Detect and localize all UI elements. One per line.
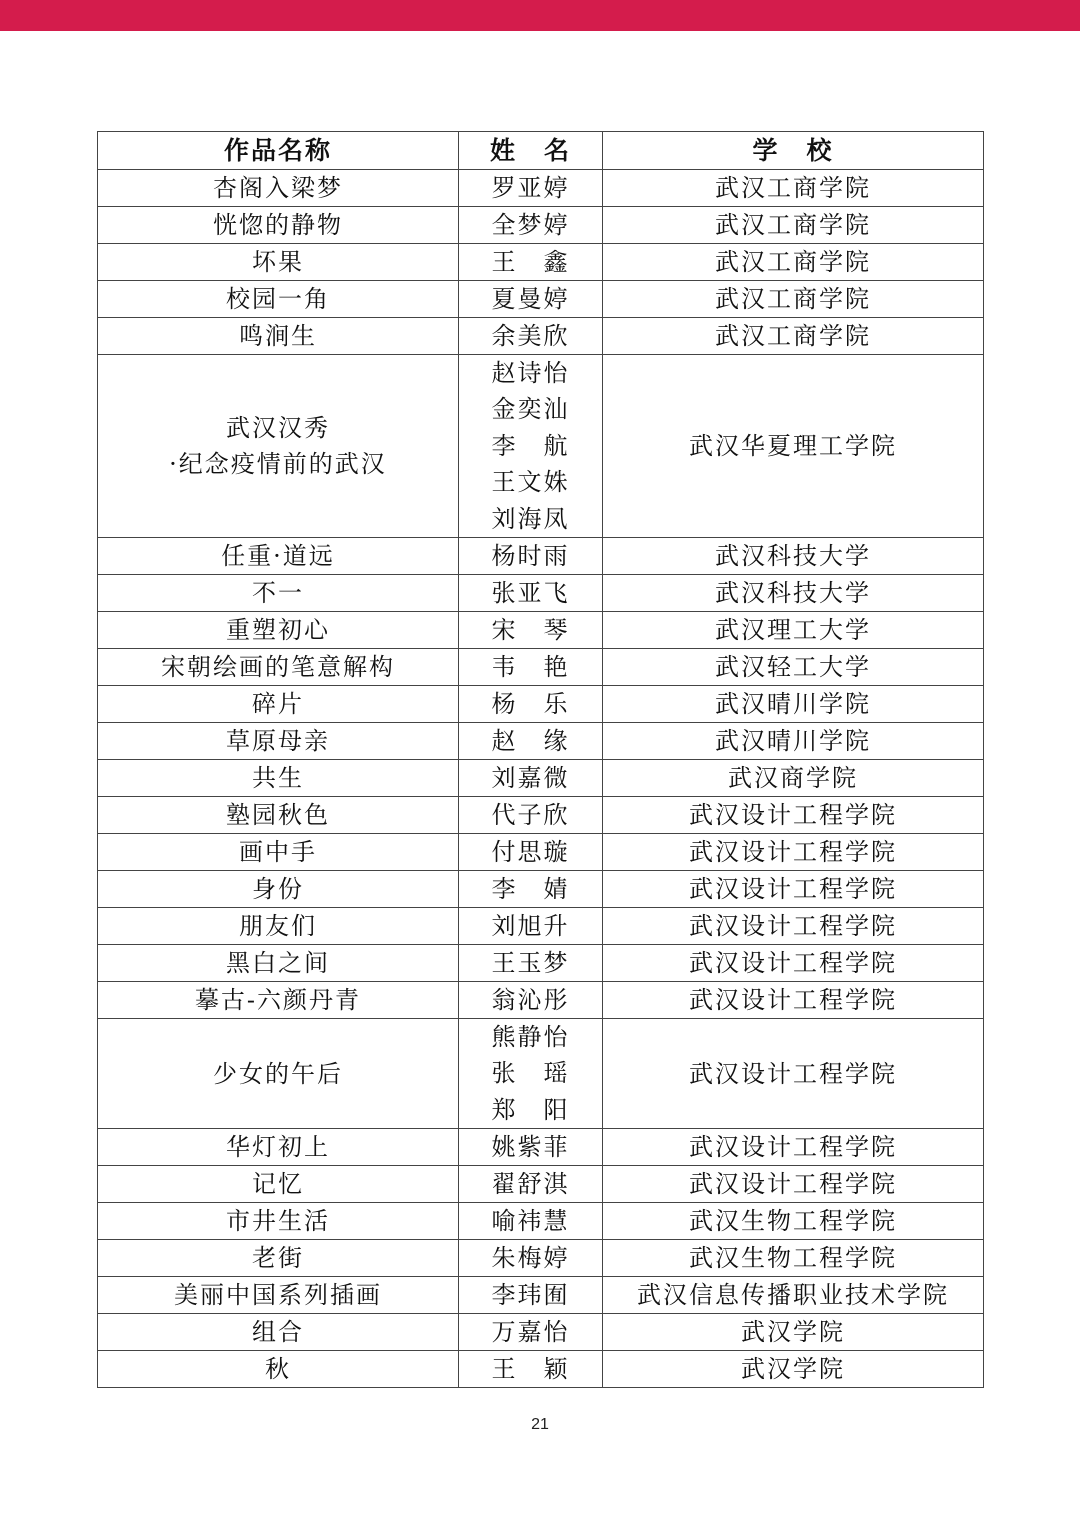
table-row bbox=[98, 1277, 984, 1314]
work-title-line: 任重·道远 bbox=[221, 542, 335, 571]
work-title-line: 宋朝绘画的笔意解构 bbox=[161, 653, 395, 682]
work-title-cell bbox=[98, 1203, 459, 1240]
school-cell: 武汉生物工程学院 bbox=[603, 1203, 984, 1240]
school-cell: 武汉工商学院 bbox=[603, 244, 984, 281]
school-cell: 武汉理工大学 bbox=[603, 612, 984, 649]
work-title-cell bbox=[98, 871, 459, 908]
author-name-cell bbox=[459, 207, 603, 244]
table-row bbox=[98, 355, 984, 538]
work-title-cell bbox=[98, 649, 459, 686]
school-cell: 武汉设计工程学院 bbox=[603, 834, 984, 871]
work-title-cell bbox=[98, 170, 459, 207]
author-name-cell bbox=[459, 945, 603, 982]
table-row bbox=[98, 1203, 984, 1240]
author-name: 熊静怡 bbox=[491, 1023, 570, 1052]
page-number: 21 bbox=[531, 1416, 549, 1433]
work-title-cell bbox=[98, 318, 459, 355]
table-row bbox=[98, 649, 984, 686]
school-cell: 武汉晴川学院 bbox=[603, 723, 984, 760]
author-name-cell bbox=[459, 1166, 603, 1203]
author-name: 张 瑶 bbox=[491, 1059, 570, 1088]
work-title-line: 朋友们 bbox=[239, 912, 317, 941]
school-cell: 武汉设计工程学院 bbox=[603, 945, 984, 982]
table-row bbox=[98, 982, 984, 1019]
work-title-cell bbox=[98, 834, 459, 871]
author-name-cell bbox=[459, 723, 603, 760]
author-name: 王玉梦 bbox=[491, 949, 570, 978]
author-name-cell bbox=[459, 1019, 603, 1129]
table-header bbox=[98, 132, 984, 170]
work-title-cell bbox=[98, 244, 459, 281]
table-row bbox=[98, 908, 984, 945]
header-name: 姓 名 bbox=[459, 132, 603, 170]
author-name-cell bbox=[459, 318, 603, 355]
work-title-cell bbox=[98, 686, 459, 723]
work-title-cell bbox=[98, 908, 459, 945]
work-title-cell bbox=[98, 1019, 459, 1129]
work-title-line: 坏果 bbox=[252, 248, 304, 276]
work-title-line: 华灯初上 bbox=[226, 1133, 330, 1162]
work-title-cell bbox=[98, 1240, 459, 1277]
school-cell: 武汉设计工程学院 bbox=[603, 1019, 984, 1129]
author-name-cell bbox=[459, 1351, 603, 1388]
author-name-cell bbox=[459, 281, 603, 318]
table-row bbox=[98, 1314, 984, 1351]
author-name: 李玮囿 bbox=[491, 1281, 570, 1310]
author-name: 李 航 bbox=[491, 431, 570, 460]
author-name-cell bbox=[459, 797, 603, 834]
table-row bbox=[98, 318, 984, 355]
work-title-cell bbox=[98, 982, 459, 1019]
work-title-cell bbox=[98, 1129, 459, 1166]
table-row bbox=[98, 945, 984, 982]
table-body bbox=[98, 170, 984, 1388]
work-title-cell bbox=[98, 612, 459, 649]
work-title-line: 身份 bbox=[252, 875, 304, 904]
author-name: 付思璇 bbox=[491, 838, 570, 867]
school-cell: 武汉科技大学 bbox=[603, 575, 984, 612]
school-cell: 武汉设计工程学院 bbox=[603, 797, 984, 834]
table-row bbox=[98, 834, 984, 871]
table-row bbox=[98, 538, 984, 575]
author-name: 喻祎慧 bbox=[491, 1207, 570, 1236]
school-cell: 武汉学院 bbox=[603, 1351, 984, 1388]
school-cell: 武汉轻工大学 bbox=[603, 649, 984, 686]
work-title-line: 黑白之间 bbox=[226, 949, 330, 978]
author-name: 代子欣 bbox=[491, 801, 570, 830]
author-name: 李 婧 bbox=[491, 875, 570, 904]
author-name-cell bbox=[459, 612, 603, 649]
work-title-line: 记忆 bbox=[252, 1170, 304, 1199]
table-row bbox=[98, 1019, 984, 1129]
author-name-cell bbox=[459, 355, 603, 538]
author-name-cell bbox=[459, 982, 603, 1019]
author-name-cell bbox=[459, 908, 603, 945]
work-title-line: 校园一角 bbox=[226, 285, 330, 313]
author-name: 王 颖 bbox=[491, 1355, 570, 1384]
author-name: 全梦婷 bbox=[491, 211, 570, 239]
author-name-cell bbox=[459, 1277, 603, 1314]
work-title-line: 不一 bbox=[252, 579, 304, 608]
school-cell: 武汉信息传播职业技术学院 bbox=[603, 1277, 984, 1314]
author-name-cell bbox=[459, 834, 603, 871]
school-cell: 武汉生物工程学院 bbox=[603, 1240, 984, 1277]
table-row bbox=[98, 723, 984, 760]
author-name: 杨时雨 bbox=[491, 542, 570, 571]
author-name: 宋 琴 bbox=[491, 616, 570, 645]
author-name: 夏曼婷 bbox=[491, 285, 570, 313]
table-row bbox=[98, 170, 984, 207]
school-cell: 武汉设计工程学院 bbox=[603, 1129, 984, 1166]
work-title-line: 美丽中国系列插画 bbox=[174, 1281, 382, 1310]
table-row bbox=[98, 244, 984, 281]
author-name-cell bbox=[459, 686, 603, 723]
work-title-line: 老街 bbox=[252, 1244, 304, 1273]
table-row bbox=[98, 1129, 984, 1166]
work-title-line: ·纪念疫情前的武汉 bbox=[169, 450, 387, 479]
table-row bbox=[98, 575, 984, 612]
top-accent-bar bbox=[0, 0, 1080, 31]
work-title-line: 恍惚的静物 bbox=[213, 211, 343, 239]
author-name: 王 鑫 bbox=[491, 248, 570, 276]
table-row bbox=[98, 207, 984, 244]
author-name-cell bbox=[459, 760, 603, 797]
author-name: 翟舒淇 bbox=[491, 1170, 570, 1199]
table-row bbox=[98, 1351, 984, 1388]
author-name: 韦 艳 bbox=[491, 653, 570, 682]
work-title-cell bbox=[98, 281, 459, 318]
school-cell: 武汉设计工程学院 bbox=[603, 982, 984, 1019]
work-title-line: 画中手 bbox=[239, 838, 317, 867]
table-row bbox=[98, 797, 984, 834]
work-title-line: 鸣涧生 bbox=[239, 322, 317, 350]
table-row bbox=[98, 1166, 984, 1203]
school-cell: 武汉学院 bbox=[603, 1314, 984, 1351]
author-name: 赵诗怡 bbox=[491, 359, 570, 387]
work-title-line: 武汉汉秀 bbox=[226, 414, 330, 443]
table-row bbox=[98, 871, 984, 908]
work-title-line: 重塑初心 bbox=[226, 616, 330, 645]
author-name: 余美欣 bbox=[491, 322, 570, 350]
work-title-line: 市井生活 bbox=[226, 1207, 330, 1236]
author-name: 郑 阳 bbox=[491, 1095, 570, 1124]
work-title-line: 秋 bbox=[265, 1355, 291, 1384]
work-title-cell bbox=[98, 723, 459, 760]
work-title-line: 少女的午后 bbox=[213, 1059, 343, 1088]
school-cell: 武汉设计工程学院 bbox=[603, 1166, 984, 1203]
author-name: 王文姝 bbox=[491, 468, 570, 497]
work-title-line: 塾园秋色 bbox=[226, 801, 330, 830]
author-name-cell bbox=[459, 1314, 603, 1351]
work-title-cell bbox=[98, 1314, 459, 1351]
table-row bbox=[98, 612, 984, 649]
author-name: 刘海凤 bbox=[491, 504, 570, 533]
work-title-cell bbox=[98, 575, 459, 612]
work-title-cell bbox=[98, 207, 459, 244]
work-title-cell bbox=[98, 355, 459, 538]
table-row bbox=[98, 281, 984, 318]
work-title-cell bbox=[98, 945, 459, 982]
school-cell: 武汉工商学院 bbox=[603, 281, 984, 318]
author-name: 杨 乐 bbox=[491, 690, 570, 719]
table-row bbox=[98, 760, 984, 797]
school-cell: 武汉华夏理工学院 bbox=[603, 355, 984, 538]
header-row bbox=[98, 132, 984, 170]
school-cell: 武汉设计工程学院 bbox=[603, 871, 984, 908]
author-name: 刘旭升 bbox=[491, 912, 570, 941]
works-table bbox=[97, 131, 984, 1388]
school-cell: 武汉晴川学院 bbox=[603, 686, 984, 723]
school-cell: 武汉设计工程学院 bbox=[603, 908, 984, 945]
work-title-cell bbox=[98, 1351, 459, 1388]
work-title-line: 共生 bbox=[252, 764, 304, 793]
school-cell: 武汉工商学院 bbox=[603, 170, 984, 207]
author-name: 翁沁彤 bbox=[491, 986, 570, 1015]
author-name: 赵 缘 bbox=[491, 727, 570, 756]
author-name: 姚紫菲 bbox=[491, 1133, 570, 1162]
work-title-cell bbox=[98, 1166, 459, 1203]
author-name: 金奕汕 bbox=[491, 395, 570, 424]
work-title-line: 组合 bbox=[252, 1318, 304, 1347]
author-name: 刘嘉微 bbox=[491, 764, 570, 793]
author-name: 朱梅婷 bbox=[491, 1244, 570, 1273]
author-name: 罗亚婷 bbox=[491, 174, 570, 202]
school-cell: 武汉工商学院 bbox=[603, 318, 984, 355]
author-name-cell bbox=[459, 1129, 603, 1166]
author-name-cell bbox=[459, 1203, 603, 1240]
work-title-line: 摹古-六颜丹青 bbox=[194, 986, 362, 1015]
header-school: 学 校 bbox=[603, 132, 984, 170]
author-name-cell bbox=[459, 1240, 603, 1277]
table-row bbox=[98, 686, 984, 723]
author-name-cell bbox=[459, 244, 603, 281]
work-title-cell bbox=[98, 797, 459, 834]
school-cell: 武汉商学院 bbox=[603, 760, 984, 797]
work-title-cell bbox=[98, 538, 459, 575]
table-row bbox=[98, 1240, 984, 1277]
header-work-title: 作品名称 bbox=[98, 132, 459, 170]
school-cell: 武汉科技大学 bbox=[603, 538, 984, 575]
author-name-cell bbox=[459, 170, 603, 207]
work-title-line: 碎片 bbox=[252, 690, 304, 719]
school-cell: 武汉工商学院 bbox=[603, 207, 984, 244]
author-name: 万嘉怡 bbox=[491, 1318, 570, 1347]
author-name-cell bbox=[459, 538, 603, 575]
work-title-line: 草原母亲 bbox=[226, 727, 330, 756]
author-name: 张亚飞 bbox=[491, 579, 570, 608]
work-title-cell bbox=[98, 760, 459, 797]
author-name-cell bbox=[459, 575, 603, 612]
author-name-cell bbox=[459, 649, 603, 686]
work-title-cell bbox=[98, 1277, 459, 1314]
author-name-cell bbox=[459, 871, 603, 908]
work-title-line: 杏阁入梁梦 bbox=[213, 174, 343, 202]
